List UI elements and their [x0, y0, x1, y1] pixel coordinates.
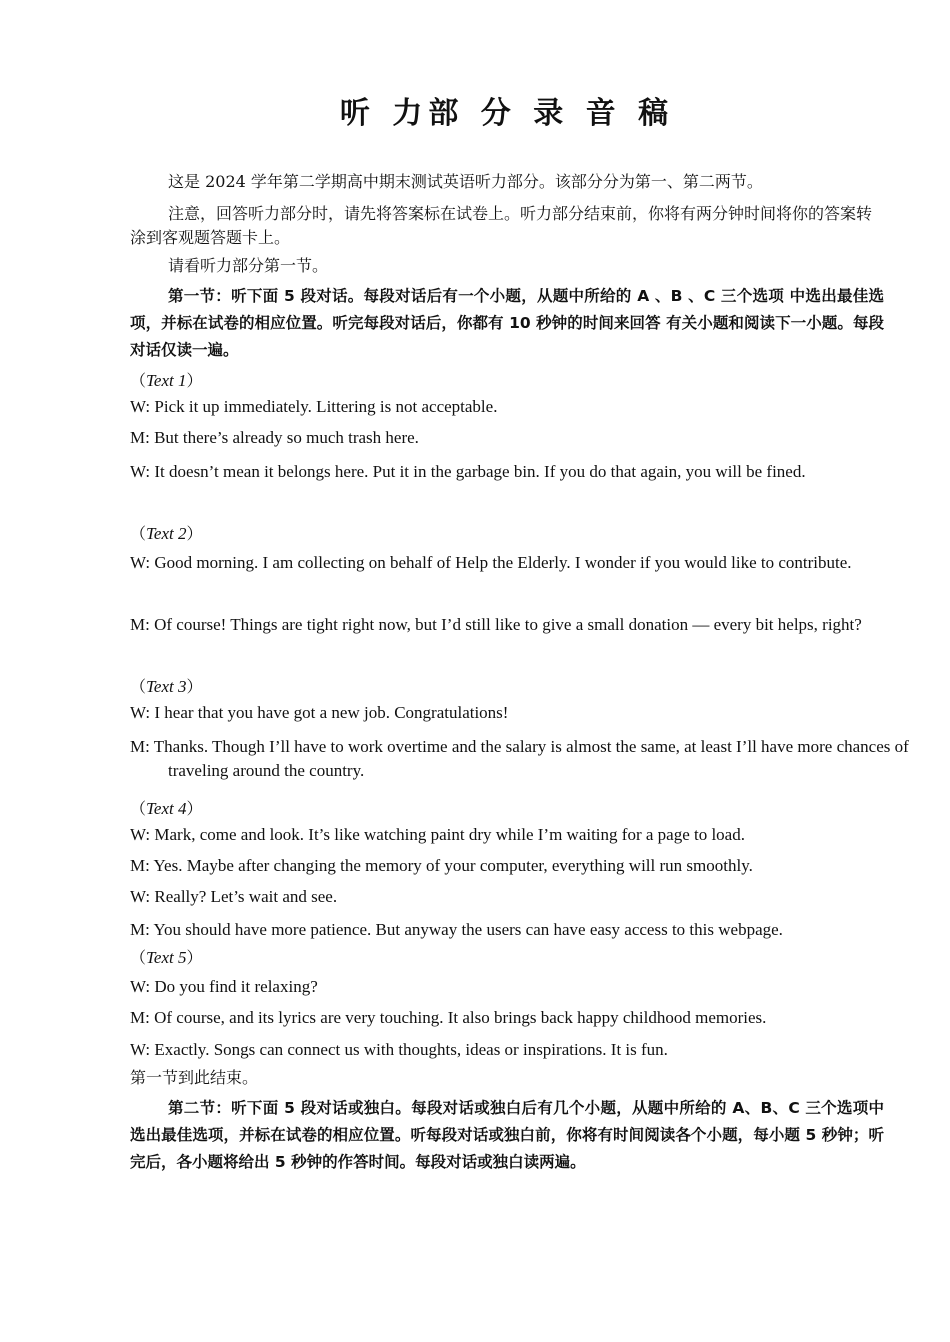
intro-paragraph-2: 注意，回答听力部分时，请先将答案标在试卷上。听力部分结束前，你将有两分钟时间将你的答案转涂到客观题答题卡上。	[130, 204, 873, 247]
dialogue-line: W: Do you find it relaxing?	[130, 977, 318, 996]
section1-instruction: 第一节：听下面 5 段对话。每段对话后有一个小题，从题中所给的 A 、B 、C 三个选项 中选出最佳选项，并标在试卷的相应位置。听完每段对话后，你都有 10 秒钟的时间来回答 有关小题和阅读下一小题。每段对话仅读一遍。	[130, 287, 884, 359]
section2-instruction: 第二节：听下面 5 段对话或独白。每段对话或独白后有几个小题，从题中所给的 A、B、C 三个选项中选出最佳选项，并标在试卷的相应位置。听每段对话或独白前，你将有时间阅读各个小题，每小题 5 秒钟；听完后，各小题将给出 5 秒钟的作答时间。每段对话或独白读两遍。	[130, 1099, 884, 1171]
intro-paragraph-1: 这是 2024 学年第二学期高中期末测试英语听力部分。该部分分为第一、第二两节。	[168, 172, 763, 191]
text-label-2-name: Text 2	[146, 524, 187, 543]
dialogue-line: W: Really? Let’s wait and see.	[130, 887, 338, 906]
dialogue-line: W: Good morning. I am collecting on behalf of Help the Elderly. I wonder if you would like to contribute.	[130, 553, 852, 572]
dialogue-line: M: You should have more patience. But anyway the users can have easy access to this webpage.	[130, 920, 783, 939]
text-label-3-name: Text 3	[146, 677, 187, 696]
dialogue-line: M: Yes. Maybe after changing the memory of your computer, everything will run smoothly.	[130, 856, 753, 875]
text-label-1-name: Text 1	[146, 371, 187, 390]
text-label-4: （Text 4）	[130, 799, 203, 818]
dialogue-line: W: It doesn’t mean it belongs here. Put it in the garbage bin. If you do that again, you will be fined.	[130, 462, 806, 481]
page-title: 听 力部 分 录 音 稿	[339, 96, 675, 131]
dialogue-line: W: Exactly. Songs can connect us with thoughts, ideas or inspirations. It is fun.	[130, 1040, 668, 1059]
text-label-4-name: Text 4	[146, 799, 187, 818]
dialogue-line: W: I hear that you have got a new job. Congratulations!	[130, 703, 509, 722]
dialogue-line: W: Mark, come and look. It’s like watching paint dry while I’m waiting for a page to load.	[130, 825, 745, 844]
intro-paragraph-3: 请看听力部分第一节。	[168, 256, 329, 275]
dialogue-line: M: Of course! Things are tight right now, but I’d still like to give a small donation — every bit helps, right?	[130, 615, 862, 634]
dialogue-line: M: But there’s already so much trash here.	[130, 428, 419, 447]
section1-end: 第一节到此结束。	[130, 1068, 259, 1087]
dialogue-line: M: Thanks. Though I’ll have to work overtime and the salary is almost the same, at least I’ll have more chances of traveling around the country.	[130, 737, 909, 780]
text-label-2: （Text 2）	[130, 524, 203, 543]
text-label-5-name: Text 5	[146, 948, 187, 967]
text-label-1: （Text 1）	[130, 371, 203, 390]
text-label-5: （Text 5）	[130, 948, 203, 967]
text-label-3: （Text 3）	[130, 677, 203, 696]
dialogue-line: M: Of course, and its lyrics are very touching. It also brings back happy childhood memories.	[130, 1008, 767, 1027]
dialogue-line: W: Pick it up immediately. Littering is not acceptable.	[130, 397, 498, 416]
